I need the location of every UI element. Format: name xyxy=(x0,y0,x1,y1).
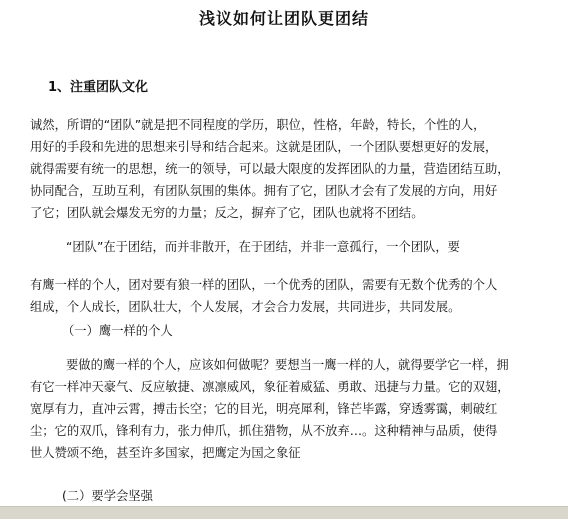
paragraph-eagle xyxy=(30,354,560,464)
text-line: 了它；团队就会爆发无穷的力量；反之，摒弃了它，团队也就将不团结。 xyxy=(30,206,424,220)
section-heading: 1、注重团队文化 xyxy=(48,80,149,95)
paragraph-team-definition xyxy=(30,114,560,224)
text-line: 诚然，所谓的“团队”就是把不同程度的学历，职位，性格，年龄，特长，个性的人， xyxy=(30,118,486,132)
bottom-bar xyxy=(0,506,568,519)
subheading-strong: (二）要学会坚强 xyxy=(62,489,153,503)
text-line: 尘；它的双爪，锋利有力，张力伸爪，抓住猎物，从不放弃…。这种精神与品质，使得 xyxy=(30,424,498,438)
text-line: “团队”在于团结，而并非散开，在于团结，并非一意孤行，一个团队，要 xyxy=(66,240,460,254)
paragraph-eagle-wolf xyxy=(30,274,560,318)
text-line: 组成，个人成长，团队壮大，个人发展，才会合力发展，共同进步，共同发展。 xyxy=(30,300,461,314)
text-line: 世人赞颂不绝，甚至许多国家，把鹰定为国之象征 xyxy=(30,446,301,460)
document-title: 浅议如何让团队更团结 xyxy=(198,9,369,28)
text-line: 要做的鹰一样的个人，应该如何做呢？要想当一鹰一样的人，就得要学它一样，拥 xyxy=(66,358,509,372)
text-line: 用好的手段和先进的思想来引导和结合起来。这就是团队，一个团队要想更好的发展， xyxy=(30,140,498,154)
text-line: 就得需要有统一的思想，统一的领导，可以最大限度的发挥团队的力量，营造团结互助， xyxy=(30,162,510,176)
text-line: 协同配合，互助互利，有团队氛围的集体。拥有了它，团队才会有了发展的方向，用好 xyxy=(30,184,498,198)
text-line: 有它一样冲天豪气、反应敏捷、凛凛威风，象征着威猛、勇敢、迅捷与力量。它的双翅， xyxy=(30,380,510,394)
text-line: 有鹰一样的个人，团对要有狼一样的团队，一个优秀的团队，需要有无数个优秀的个人 xyxy=(30,278,498,292)
paragraph-unity xyxy=(30,236,560,258)
subheading-eagle: （一）鹰一样的个人 xyxy=(62,324,173,338)
text-line: 宽厚有力，直冲云霄，搏击长空；它的目光，明亮犀利，锋芒毕露，穿透雾霭，刺破红 xyxy=(30,402,498,416)
